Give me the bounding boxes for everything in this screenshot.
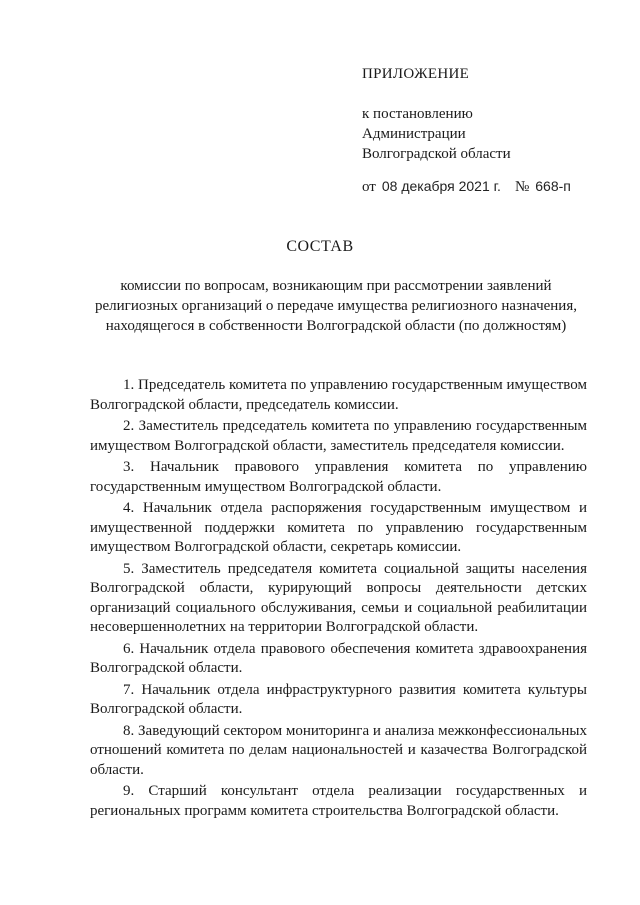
member-item: 9. Старший консультант отдела реализации государственных и региональных программ комитета строительства Волгоградской области.	[90, 783, 587, 819]
member-item: 1. Председатель комитета по управлению государственным имуществом Волгоградской области, председатель комиссии.	[90, 377, 587, 413]
members-list	[90, 376, 587, 823]
member-item: 3. Начальник правового управления комитета по управлению государственным имуществом Волгоградской области.	[90, 459, 587, 495]
member-item: 5. Заместитель председателя комитета социальной защиты населения Волгоградской области, курирующий вопросы деятельности детских организаций социального обслуживания, семьи и социальной реабилитации несовершеннолетних на территории Волгоградской области.	[90, 560, 587, 635]
subtitle-line: религиозных организаций о передаче имущества религиозного назначения,	[95, 298, 577, 314]
member-item: 6. Начальник отдела правового обеспечения комитета здравоохранения Волгоградской области.	[90, 640, 587, 676]
appendix-ref-line: Волгоградской области	[362, 146, 511, 162]
appendix-ref-line: Администрации	[362, 126, 466, 142]
date-prefix: от	[362, 179, 376, 195]
document-title: СОСТАВ	[286, 238, 354, 255]
member-item: 8. Заведующий сектором мониторинга и анализа межконфессиональных отношений комитета по делам национальностей и казачества Волгоградской области.	[90, 722, 587, 778]
number-sign: №	[514, 179, 530, 195]
appendix-block	[362, 64, 511, 164]
member-item: 2. Заместитель председатель комитета по управлению государственным имуществом Волгоградской области, заместитель председателя комиссии.	[90, 418, 587, 454]
document-number: 668-п	[535, 178, 571, 194]
appendix-heading: ПРИЛОЖЕНИЕ	[362, 66, 470, 82]
member-item: 4. Начальник отдела распоряжения государственным имуществом и имущественной поддержки комитета по управлению государственным имуществом Волгоградской области, секретарь комиссии.	[90, 500, 587, 555]
date-number-line	[362, 176, 571, 197]
subtitle-line: находящегося в собственности Волгоградской области (по должностям)	[105, 318, 567, 334]
subtitle-line: комиссии по вопросам, возникающим при рассмотрении заявлений	[120, 278, 552, 294]
document-subtitle	[86, 276, 586, 336]
member-item: 7. Начальник отдела инфраструктурного развития комитета культуры Волгоградской области.	[90, 681, 587, 717]
document-date: 08 декабря 2021 г.	[381, 178, 501, 194]
appendix-ref-line: к постановлению	[362, 106, 473, 122]
